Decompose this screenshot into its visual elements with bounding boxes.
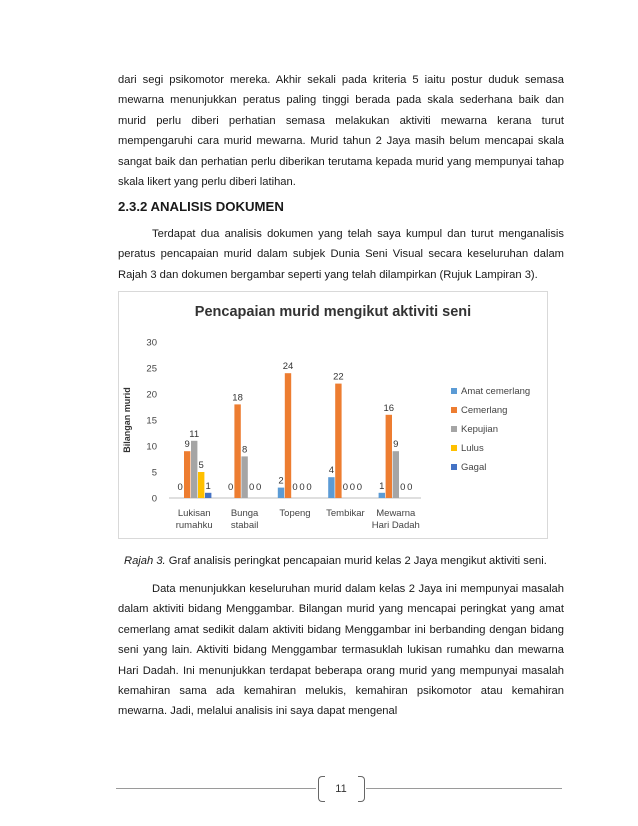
caption-label: Rajah 3. [124,555,166,567]
legend-swatch [451,407,457,413]
y-tick-label: 5 [151,467,157,479]
data-label: 24 [282,361,294,373]
data-label: 0 [306,482,312,493]
bar-0-2 [278,488,284,498]
y-tick-label: 20 [146,389,157,401]
legend-label: Gagal [461,462,487,473]
data-label: 18 [232,392,243,404]
data-label: 0 [299,482,305,493]
data-label: 1 [379,480,385,492]
caption-text: Graf analisis peringkat pencapaian murid kelas 2 Jaya mengikut aktiviti seni. [165,555,547,567]
data-label: 9 [184,439,190,451]
bar-0-4 [379,493,385,498]
data-label: 0 [342,482,349,493]
data-label: 0 [227,482,234,493]
legend-swatch [451,388,457,394]
bar-1-0 [184,451,190,498]
paragraph-1: dari segi psikomotor mereka. Akhir sekali pada kriteria 5 iaitu postur duduk semasa mewarna menunjukkan peratus paling tinggi berada pada skala sederhana baik dan murid perlu diberi perhatian semasa melakukan aktiviti mewarna kerana turut mempengaruhi cara murid mewarna. Murid tahun 2 Jaya masih belum mencapai skala sangat baik dan perhatian perlu diberikan terutama kepada murid yang mempunyai tahap skala likert yang perlu diberi latihan. [118,74,564,189]
data-label: 2 [278,475,284,487]
data-label: 11 [189,428,200,440]
data-label: 4 [328,465,335,477]
data-label: 9 [393,439,399,451]
data-label: 5 [198,460,204,471]
chart-container [118,291,548,539]
data-label: 0 [356,482,363,493]
footer-rule-right [366,788,562,789]
bar-0-3 [328,477,334,498]
legend-label: Amat cemerlang [461,386,531,397]
bar-3-0 [198,472,204,498]
bar-1-2 [285,373,291,498]
y-tick-label: 0 [151,493,157,505]
legend-swatch [451,426,457,432]
y-tick-label: 25 [146,363,157,375]
footer-rule-left [116,788,316,789]
y-tick-label: 15 [146,415,157,427]
bar-1-1 [234,404,240,498]
legend-swatch [451,464,457,470]
legend-label: Cemerlang [461,405,508,416]
x-tick-label: Hari Dadah [371,520,420,531]
figure-caption [124,555,547,567]
x-tick-label: rumahku [175,520,213,531]
page-number: 11 [335,783,347,795]
legend-label: Kepujian [461,424,498,435]
data-label: 0 [248,482,255,493]
data-label: 0 [349,482,356,493]
bar-1-4 [386,415,392,498]
x-tick-label: Tembikar [326,508,365,519]
x-tick-label: Bunga [230,508,259,519]
x-tick-label: Mewarna [376,508,416,519]
data-label: 0 [177,482,183,493]
data-label: 8 [241,444,248,456]
bar-chart [119,292,547,538]
section-heading: 2.3.2 ANALISIS DOKUMEN [118,199,284,214]
chart-title: Pencapaian murid mengikut aktiviti seni [194,304,472,320]
paragraph-2: Terdapat dua analisis dokumen yang telah saya kumpul dan turut menganalisis peratus pencapaian murid dalam subjek Dunia Seni Visual secara keseluruhan dalam Rajah 3 dan dokumen bergambar seperti yang telah dilampirkan (Rujuk Lampiran 3). [118,228,564,281]
y-tick-label: 30 [146,337,157,349]
data-label: 0 [400,482,406,493]
data-label: 0 [292,482,298,493]
legend-label: Lulus [461,443,484,454]
data-label: 0 [255,482,262,493]
x-tick-label: Topeng [279,508,311,519]
x-tick-label: stabail [230,520,259,531]
bar-1-3 [335,384,341,498]
data-label: 1 [205,480,211,492]
y-axis-label: Bilangan murid [122,387,132,453]
y-tick-label: 10 [146,441,157,453]
data-label: 22 [333,371,344,383]
data-label: 16 [383,402,395,414]
paragraph-3: Data menunjukkan keseluruhan murid dalam kelas 2 Jaya ini mempunyai masalah dalam aktiviti bidang Menggambar. Bilangan murid yang mencapai peringkat yang amat cemerlang amat sedikit dalam aktiviti bidang Menggambar ini berbanding dengan bidang seni yang lain. Aktiviti bidang Menggambar termasuklah lukisan rumahku dan mewarna Hari Dadah. Ini menunjukkan terdapat beberapa orang murid yang mempunyai masalah kemahiran sama ada kemahiran melukis, kemahiran psikomotor atau kemahiran mewarna. Jadi, melalui analisis ini saya dapat mengenal [118,583,564,718]
bar-2-0 [191,441,197,498]
data-label: 0 [407,482,413,493]
bar-4-0 [205,493,211,498]
bar-2-1 [241,456,247,498]
bar-2-4 [393,451,399,498]
legend-swatch [451,445,457,451]
x-tick-label: Lukisan [177,508,211,519]
